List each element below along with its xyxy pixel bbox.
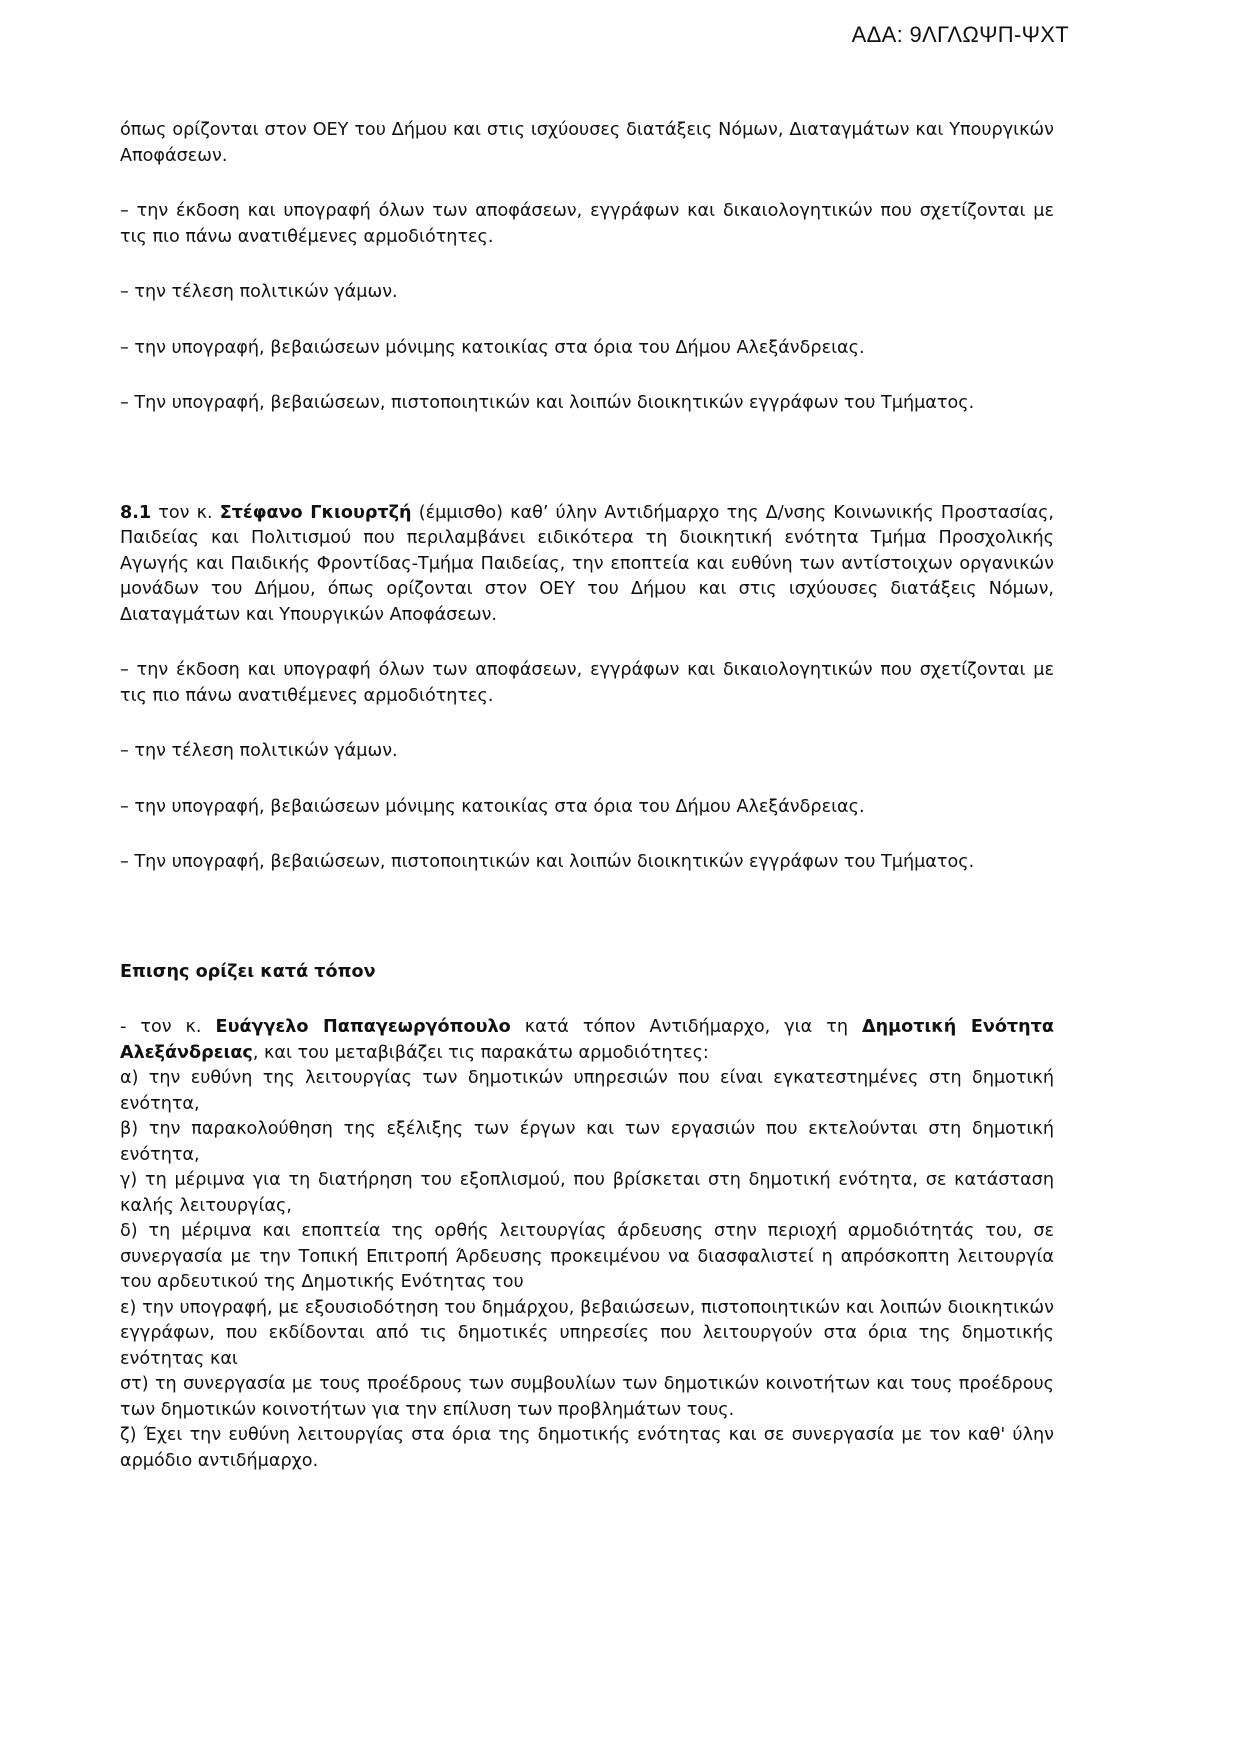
ada-code: ΑΔΑ: 9ΛΓΛΩΨΠ-ΨΧΤ — [851, 22, 1069, 47]
local-item-st: στ) τη συνεργασία με τους προέδρους των συμβουλίων των δημοτικών κοινοτήτων και τους προέδρους των δημοτικών κοινοτήτων για την επίλυση των προβλημάτων τους. — [120, 1374, 1054, 1420]
section-number: 8.1 — [120, 502, 152, 523]
local-item-e: ε) την υπογραφή, με εξουσιοδότηση του δημάρχου, βεβαιώσεων, πιστοποιητικών και λοιπών διοικητικών εγγράφων, που εκδίδονται από τις δημοτικές υπηρεσίες που λειτουργούν στα όρια της δημοτικής ενότητας και — [120, 1297, 1054, 1369]
lead-prefix: - τον κ. — [120, 1017, 216, 1037]
top-item-residence: – την υπογραφή, βεβαιώσεων μόνιμης κατοικίας στα όρια του Δήμου Αλεξάνδρειας. — [120, 337, 865, 358]
local-section-heading: Επισης ορίζει κατά τόπον — [120, 961, 376, 982]
deputy-mayor-name: Στέφανο Γκιουρτζή — [219, 502, 412, 523]
section-prefix: τον κ. — [151, 502, 220, 523]
municipal-unit-name: Δημοτική Ενότητα Αλεξάνδρειας — [120, 1017, 1055, 1063]
top-intro-paragraph: όπως ορίζονται στον ΟΕΥ του Δήμου και στις ισχύουσες διατάξεις Νόμων, Διαταγμάτων και Υπουργικών Αποφάσεων. — [120, 120, 1054, 166]
local-item-z: ζ) Έχει την ευθύνη λειτουργίας στα όρια της δημοτικής ενότητας και σε συνεργασία με τον καθ' ύλην αρμόδιο αντιδήμαρχο. — [120, 1425, 1054, 1471]
local-item-b: β) την παρακολούθηση της εξέλιξης των έργων και των εργασιών που εκτελούνται στη δημοτική ενότητα, — [120, 1119, 1054, 1165]
section-body: (έμμισθο) καθ’ ύλην Αντιδήμαρχο της Δ/νσης Κοινωνικής Προστασίας, Παιδείας και Πολιτισμού που περιλαμβάνει ειδικότερα τη διοικητική ενότητα Τμήμα Προσχολικής Αγωγής και Παιδικής Φροντίδας-Τμήμα Παιδείας, την εποπτεία και ευθύνη των αντίστοιχων οργανικών μονάδων του Δήμου, όπως ορίζονται στον ΟΕΥ του Δήμου και στις ισχύουσες διατάξεις Νόμων, Διαταγμάτων και Υπουργικών Αποφάσεων. — [120, 502, 1054, 625]
s81-item-issuance: – την έκδοση και υπογραφή όλων των αποφάσεων, εγγράφων και δικαιολογητικών που σχετίζονται με τις πιο πάνω ανατιθέμενες αρμοδιότητες. — [120, 660, 1054, 706]
s81-item-marriages: – την τέλεση πολιτικών γάμων. — [120, 741, 398, 761]
top-item-marriages: – την τέλεση πολιτικών γάμων. — [120, 282, 398, 302]
document-body — [120, 118, 1054, 1474]
s81-item-certificates: – Την υπογραφή, βεβαιώσεων, πιστοποιητικών και λοιπών διοικητικών εγγράφων του Τμήματος. — [120, 852, 975, 872]
local-lead-paragraph — [120, 1015, 1054, 1066]
local-item-d: δ) τη μέριμνα και εποπτεία της ορθής λειτουργίας άρδευσης στην περιοχή αρμοδιότητάς του, σε συνεργασία με την Τοπική Επιτροπή Άρδευσης προκειμένου να διασφαλιστεί η απρόσκοπτη λειτουργία του αρδευτικού της Δημοτικής Ενότητας του — [120, 1221, 1054, 1292]
top-item-certificates: – Την υπογραφή, βεβαιώσεων, πιστοποιητικών και λοιπών διοικητικών εγγράφων του Τμήματος. — [120, 393, 975, 413]
lead-suffix: , και του μεταβιβάζει τις παρακάτω αρμοδιότητες: — [252, 1042, 709, 1063]
lead-middle: κατά τόπον Αντιδήμαρχο, για τη — [510, 1017, 863, 1037]
local-deputy-name: Ευάγγελο Παπαγεωργόπουλο — [215, 1017, 511, 1037]
local-item-c: γ) τη μέριμνα για τη διατήρηση του εξοπλισμού, που βρίσκεται στη δημοτική ενότητα, σε κατάσταση καλής λειτουργίας, — [120, 1170, 1054, 1216]
local-item-a: α) την ευθύνη της λειτουργίας των δημοτικών υπηρεσιών που είναι εγκατεστημένες στη δημοτική ενότητα, — [120, 1068, 1054, 1114]
top-item-issuance: – την έκδοση και υπογραφή όλων των αποφάσεων, εγγράφων και δικαιολογητικών που σχετίζονται με τις πιο πάνω ανατιθέμενες αρμοδιότητες. — [120, 201, 1054, 247]
s81-item-residence: – την υπογραφή, βεβαιώσεων μόνιμης κατοικίας στα όρια του Δήμου Αλεξάνδρειας. — [120, 796, 865, 817]
section-8-1-paragraph — [120, 501, 1054, 629]
